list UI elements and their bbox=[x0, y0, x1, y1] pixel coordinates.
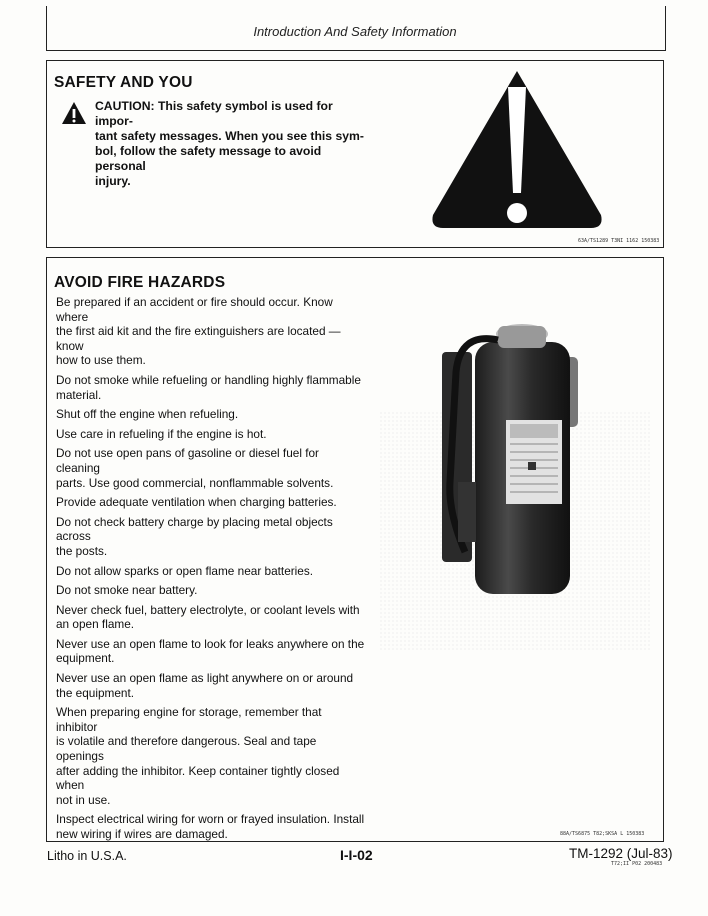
paragraph: Do not smoke while refueling or handling highly flammable material. bbox=[56, 372, 361, 402]
caution-line: bol, follow the safety message to avoid personal bbox=[95, 144, 322, 173]
page-header-title: Introduction And Safety Information bbox=[253, 24, 457, 39]
page-number: I-I-02 bbox=[340, 847, 373, 863]
safety-heading: SAFETY AND YOU bbox=[54, 74, 193, 91]
large-warning-triangle-icon bbox=[428, 65, 606, 233]
paragraph: Do not check battery charge by placing metal objects across the posts. bbox=[56, 514, 333, 558]
caution-line: tant safety messages. When you see this sym- bbox=[95, 129, 364, 143]
fire-extinguisher-photo bbox=[380, 312, 650, 662]
paragraph: Do not allow sparks or open flame near batteries. bbox=[56, 563, 314, 578]
fire-safety-text bbox=[56, 295, 366, 847]
caution-text bbox=[95, 99, 365, 189]
fire-image-code: 88A/TS6875 T82;SKSA L 150383 bbox=[560, 831, 645, 837]
paragraph: Never use an open flame as light anywhere on or around the equipment. bbox=[56, 671, 354, 700]
paragraph: Do not smoke near battery. bbox=[56, 583, 198, 598]
paragraph: Use care in refueling if the engine is hot. bbox=[56, 426, 267, 441]
paragraph: Inspect electrical wiring for worn or frayed insulation. Install new wiring if wires are damaged. bbox=[56, 812, 365, 841]
paragraph: When preparing engine for storage, remember that inhibitor is volatile and therefore dangerous. Seal and tape openings after adding the inhibitor. Keep container tightly closed when not in use. bbox=[56, 705, 340, 807]
fire-heading: AVOID FIRE HAZARDS bbox=[54, 274, 226, 291]
paragraph: Be prepared if an accident or fire should occur. Know where the first aid kit and the fire extinguishers are located — know how to use them. bbox=[56, 295, 341, 368]
paragraph: Never use an open flame to look for leaks anywhere on the equipment. bbox=[56, 636, 365, 666]
footer-code: T72;II P02 200483 bbox=[611, 861, 663, 867]
caution-line: injury. bbox=[95, 174, 131, 188]
paragraph: Do not use open pans of gasoline or diesel fuel for cleaning parts. Use good commercial, nonflammable solvents. bbox=[56, 446, 334, 490]
safety-image-code: 63A/TS1289 T3NI 1162 150383 bbox=[578, 238, 660, 244]
paragraph: Never check fuel, battery electrolyte, or coolant levels with an open flame. bbox=[56, 602, 360, 632]
manual-reference: TM-1292 (Jul-83) bbox=[569, 846, 673, 861]
small-warning-triangle-icon bbox=[61, 101, 87, 125]
caution-line: CAUTION: This safety symbol is used for impor- bbox=[95, 99, 333, 128]
paragraph: Shut off the engine when refueling. bbox=[56, 407, 239, 422]
paragraph: Provide adequate ventilation when charging batteries. bbox=[56, 495, 337, 510]
footer-printing-note: Litho in U.S.A. bbox=[47, 849, 127, 863]
